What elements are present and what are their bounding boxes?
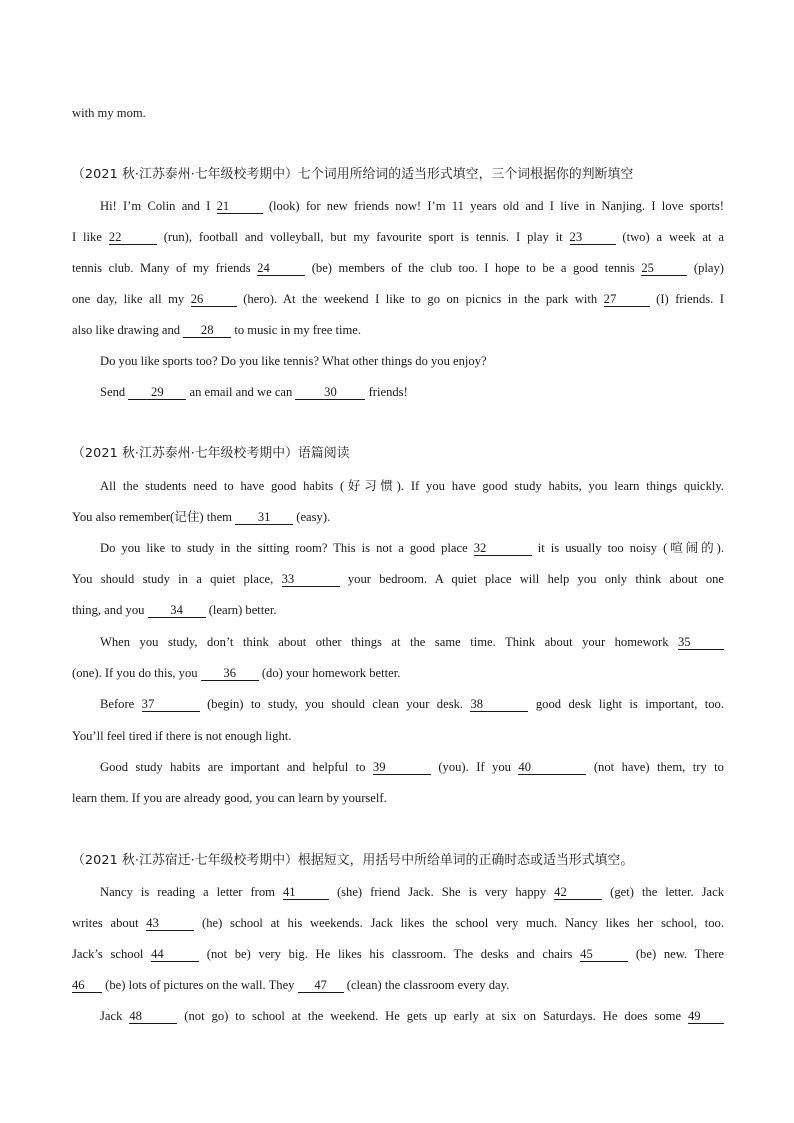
blank-46[interactable]: 46 (72, 978, 102, 993)
text-line: Jack’s school 44 (not be) very big. He likes his classroom. The desks and chairs 45 (be) new. There (72, 947, 724, 961)
blank-33[interactable]: 33 (282, 572, 340, 587)
blank-24[interactable]: 24 (257, 261, 305, 276)
text-line: Send 29 an email and we can 30 friends! (100, 385, 408, 399)
blank-45[interactable]: 45 (580, 947, 628, 962)
blank-39[interactable]: 39 (373, 760, 431, 775)
text-line: All the students need to have good habits (好习惯). If you have good study habits, you learn things quickly. (100, 479, 724, 493)
text-line: (one). If you do this, you 36 (do) your homework better. (72, 666, 401, 680)
blank-28[interactable]: 28 (183, 323, 231, 338)
blank-30[interactable]: 30 (295, 385, 365, 400)
text-line: also like drawing and 28 to music in my free time. (72, 323, 361, 337)
blank-32[interactable]: 32 (474, 541, 532, 556)
text-line: Good study habits are important and helpful to 39 (you). If you 40 (not have) them, try to (100, 760, 724, 774)
text-line: Before 37 (begin) to study, you should clean your desk. 38 good desk light is important, too. (100, 697, 724, 711)
text-line: tennis club. Many of my friends 24 (be) members of the club too. I hope to be a good tennis 25 (play) (72, 261, 724, 275)
text-line: You’ll feel tired if there is not enough light. (72, 729, 292, 743)
blank-25[interactable]: 25 (641, 261, 687, 276)
section-heading-2: （2021 秋·江苏泰州·七年级校考期中）语篇阅读 (72, 446, 350, 461)
blank-44[interactable]: 44 (151, 947, 199, 962)
text-line: writes about 43 (he) school at his weekends. Jack likes the school very much. Nancy likes her school, too. (72, 916, 724, 930)
blank-35[interactable]: 35 (678, 635, 724, 650)
blank-40[interactable]: 40 (518, 760, 586, 775)
text-line: Hi! I’m Colin and I 21 (look) for new friends now! I’m 11 years old and I live in Nanjing. I love sports! (100, 199, 724, 213)
blank-47[interactable]: 47 (298, 978, 344, 993)
blank-22[interactable]: 22 (109, 230, 157, 245)
blank-21[interactable]: 21 (217, 199, 263, 214)
text-line: Do you like to study in the sitting room? This is not a good place 32 it is usually too noisy (喧闹的). (100, 541, 724, 555)
text-line: When you study, don’t think about other things at the same time. Think about your homework 35 (100, 634, 724, 650)
blank-42[interactable]: 42 (554, 885, 602, 900)
blank-31[interactable]: 31 (235, 510, 293, 525)
section-heading-1: （2021 秋·江苏泰州·七年级校考期中）七个词用所给词的适当形式填空，三个词根据你的判断填空 (72, 167, 634, 182)
section-heading-3: （2021 秋·江苏宿迁·七年级校考期中）根据短文，用括号中所给单词的正确时态或适当形式填空。 (72, 853, 634, 868)
text-line: Nancy is reading a letter from 41 (she) friend Jack. She is very happy 42 (get) the letter. Jack (100, 885, 725, 899)
text-line: You should study in a quiet place, 33 your bedroom. A quiet place will help you only think about one (72, 572, 724, 586)
blank-27[interactable]: 27 (604, 292, 650, 307)
blank-36[interactable]: 36 (201, 666, 259, 681)
text-line: You also remember(记住) them 31 (easy). (72, 510, 331, 524)
text-line: 46 (be) lots of pictures on the wall. They 47 (clean) the classroom every day. (72, 978, 510, 992)
text-line: Do you like sports too? Do you like tennis? What other things do you enjoy? (100, 354, 487, 368)
blank-26[interactable]: 26 (191, 292, 237, 307)
text-line: I like 22 (run), football and volleyball, but my favourite sport is tennis. I play it 23 (two) a week at a (72, 230, 724, 244)
text-line: thing, and you 34 (learn) better. (72, 603, 277, 617)
blank-23[interactable]: 23 (570, 230, 616, 245)
blank-48[interactable]: 48 (129, 1009, 177, 1024)
blank-29[interactable]: 29 (128, 385, 186, 400)
blank-49[interactable]: 49 (688, 1009, 724, 1024)
blank-38[interactable]: 38 (470, 697, 528, 712)
text-line: Jack 48 (not go) to school at the weekend. He gets up early at six on Saturdays. He does some 49 (100, 1008, 724, 1024)
blank-43[interactable]: 43 (146, 916, 194, 931)
text-line: one day, like all my 26 (hero). At the weekend I like to go on picnics in the park with 27 (I) friends. I (72, 292, 724, 306)
text-line: learn them. If you are already good, you can learn by yourself. (72, 791, 387, 805)
text-line: with my mom. (72, 106, 146, 120)
blank-37[interactable]: 37 (142, 697, 200, 712)
blank-41[interactable]: 41 (283, 885, 329, 900)
blank-34[interactable]: 34 (148, 603, 206, 618)
